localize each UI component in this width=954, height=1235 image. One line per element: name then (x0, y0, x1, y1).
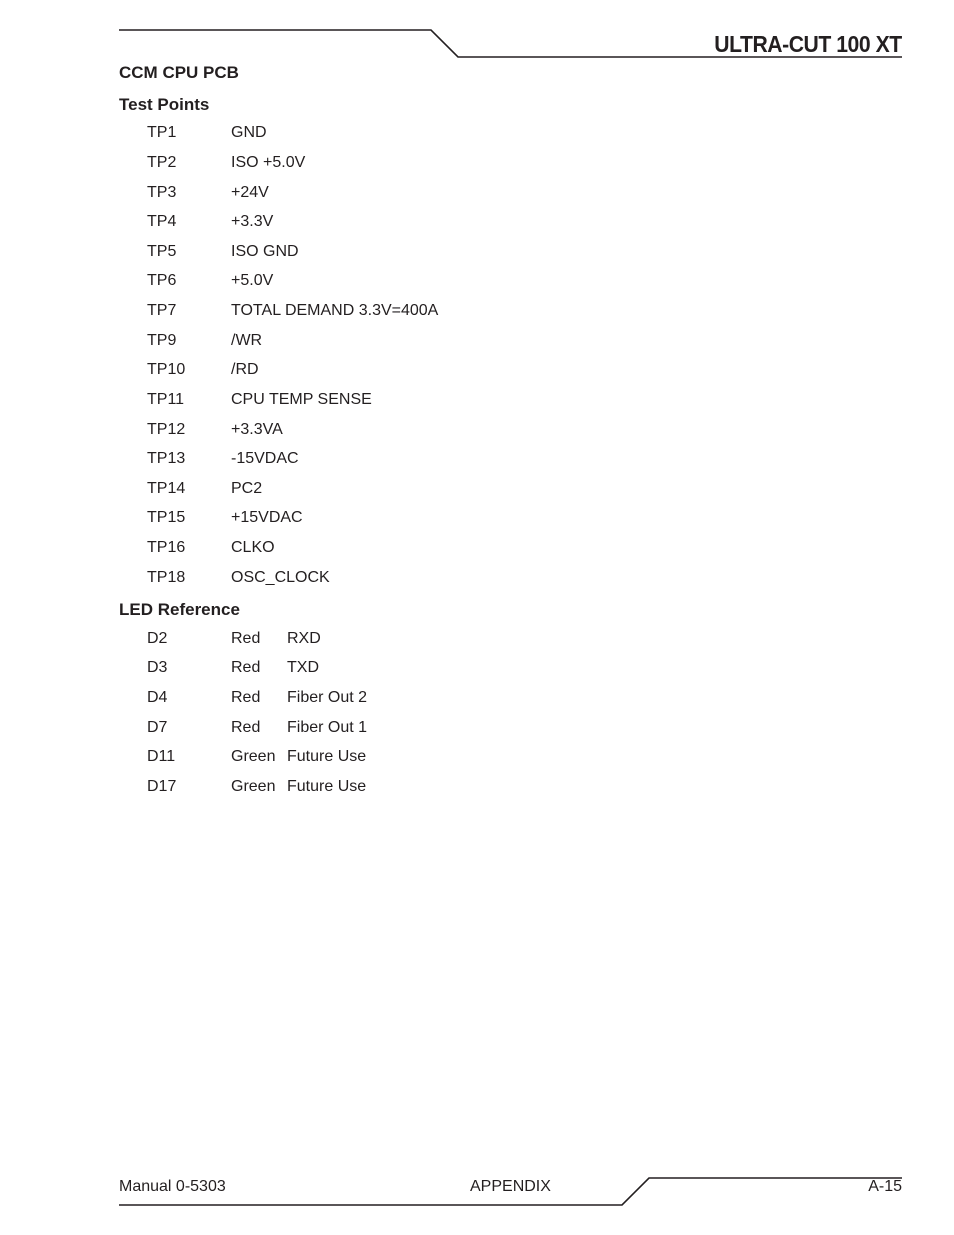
section-label: APPENDIX (470, 1178, 551, 1195)
led-id: D11 (147, 748, 176, 765)
tp-desc: OSC_CLOCK (231, 569, 330, 586)
led-color: Red (231, 719, 261, 736)
tp-id: TP9 (147, 332, 177, 349)
tp-desc: +3.3VA (231, 421, 283, 438)
tp-desc: +24V (231, 184, 269, 201)
led-function: RXD (287, 630, 321, 647)
tp-id: TP3 (147, 184, 177, 201)
tp-desc: PC2 (231, 480, 263, 497)
page-number: A-15 (868, 1178, 902, 1195)
led-color: Red (231, 689, 261, 706)
tp-desc: /WR (231, 332, 263, 349)
led-color: Green (231, 778, 276, 795)
led-id: D2 (147, 630, 168, 647)
led-id: D17 (147, 778, 177, 795)
tp-desc: GND (231, 124, 267, 141)
tp-id: TP10 (147, 361, 186, 378)
manual-number: Manual 0-5303 (119, 1178, 226, 1195)
led-function: Fiber Out 1 (287, 719, 368, 736)
tp-id: TP16 (147, 539, 186, 556)
led-function: Fiber Out 2 (287, 689, 368, 706)
tp-id: TP12 (147, 421, 186, 438)
tp-desc: ISO GND (231, 243, 299, 260)
tp-desc: TOTAL DEMAND 3.3V=400A (231, 302, 439, 319)
led-reference-heading: LED Reference (119, 600, 240, 619)
tp-id: TP15 (147, 509, 186, 526)
led-function: Future Use (287, 748, 367, 765)
led-id: D7 (147, 719, 168, 736)
tp-desc: CLKO (231, 539, 275, 556)
tp-id: TP4 (147, 213, 177, 230)
tp-desc: CPU TEMP SENSE (231, 391, 372, 408)
led-id: D3 (147, 659, 168, 676)
led-function: Future Use (287, 778, 367, 795)
tp-id: TP14 (147, 480, 186, 497)
led-function: TXD (287, 659, 319, 676)
tp-desc: +5.0V (231, 272, 274, 289)
led-color: Red (231, 630, 261, 647)
tp-id: TP2 (147, 154, 177, 171)
tp-desc: +15VDAC (231, 509, 303, 526)
led-color: Red (231, 659, 261, 676)
tp-id: TP7 (147, 302, 177, 319)
tp-id: TP1 (147, 124, 177, 141)
board-title: CCM CPU PCB (119, 63, 239, 82)
tp-desc: /RD (231, 361, 259, 378)
led-color: Green (231, 748, 276, 765)
tp-id: TP5 (147, 243, 177, 260)
tp-desc: +3.3V (231, 213, 274, 230)
document-title: ULTRA-CUT 100 XT (714, 31, 902, 57)
test-points-heading: Test Points (119, 95, 210, 114)
led-id: D4 (147, 689, 168, 706)
tp-desc: ISO +5.0V (231, 154, 306, 171)
tp-id: TP6 (147, 272, 177, 289)
tp-id: TP13 (147, 450, 186, 467)
tp-desc: -15VDAC (231, 450, 299, 467)
tp-id: TP18 (147, 569, 186, 586)
tp-id: TP11 (147, 391, 185, 408)
